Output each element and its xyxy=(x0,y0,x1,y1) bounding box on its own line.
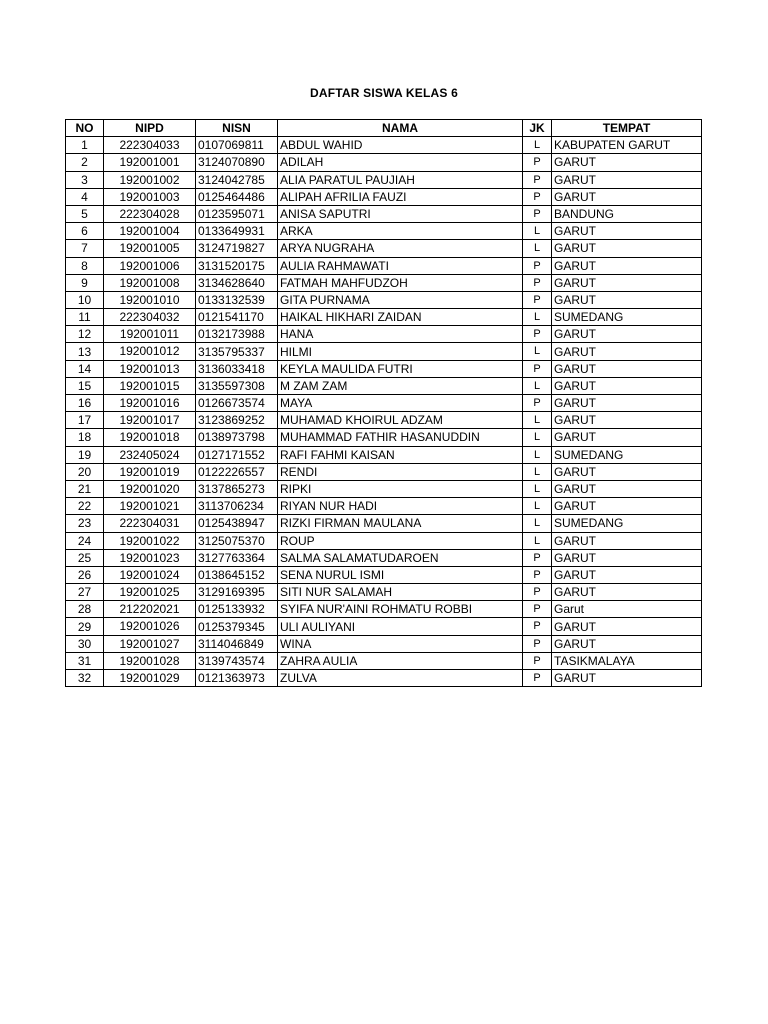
cell-no: 21 xyxy=(66,480,104,497)
cell-tempat: GARUT xyxy=(552,532,702,549)
cell-tempat: GARUT xyxy=(552,343,702,360)
cell-nama: ROUP xyxy=(278,532,523,549)
table-row xyxy=(66,463,702,480)
cell-nipd: 192001015 xyxy=(104,377,196,394)
cell-no: 12 xyxy=(66,326,104,343)
cell-nama: ABDUL WAHID xyxy=(278,137,523,154)
table-row xyxy=(66,309,702,326)
cell-nisn: 0125133932 xyxy=(196,601,278,618)
cell-jk: P xyxy=(523,670,552,687)
cell-nama: M ZAM ZAM xyxy=(278,377,523,394)
cell-nipd: 192001010 xyxy=(104,291,196,308)
cell-jk: P xyxy=(523,291,552,308)
cell-nipd: 192001022 xyxy=(104,532,196,549)
cell-nama: MUHAMAD KHOIRUL ADZAM xyxy=(278,412,523,429)
cell-jk: L xyxy=(523,223,552,240)
table-row xyxy=(66,188,702,205)
table-row xyxy=(66,601,702,618)
cell-nipd: 192001008 xyxy=(104,274,196,291)
cell-nama: ZAHRA AULIA xyxy=(278,652,523,669)
cell-nipd: 192001016 xyxy=(104,395,196,412)
cell-nama: RENDI xyxy=(278,463,523,480)
table-row xyxy=(66,498,702,515)
cell-nisn: 0122226557 xyxy=(196,463,278,480)
cell-nama: SITI NUR SALAMAH xyxy=(278,584,523,601)
cell-jk: P xyxy=(523,326,552,343)
cell-jk: P xyxy=(523,601,552,618)
cell-tempat: KABUPATEN GARUT xyxy=(552,137,702,154)
cell-no: 25 xyxy=(66,549,104,566)
cell-nama: ALIA PARATUL PAUJIAH xyxy=(278,171,523,188)
cell-tempat: GARUT xyxy=(552,566,702,583)
cell-jk: P xyxy=(523,635,552,652)
cell-nama: MAYA xyxy=(278,395,523,412)
cell-jk: P xyxy=(523,360,552,377)
table-row xyxy=(66,566,702,583)
header-nisn: NISN xyxy=(196,120,278,137)
cell-nipd: 192001004 xyxy=(104,223,196,240)
cell-tempat: GARUT xyxy=(552,240,702,257)
cell-tempat: GARUT xyxy=(552,223,702,240)
cell-nipd: 192001028 xyxy=(104,652,196,669)
header-tempat: TEMPAT xyxy=(552,120,702,137)
cell-no: 9 xyxy=(66,274,104,291)
cell-tempat: GARUT xyxy=(552,360,702,377)
cell-tempat: GARUT xyxy=(552,498,702,515)
table-row xyxy=(66,618,702,635)
cell-no: 6 xyxy=(66,223,104,240)
cell-nama: KEYLA MAULIDA FUTRI xyxy=(278,360,523,377)
cell-nisn: 0107069811 xyxy=(196,137,278,154)
cell-nama: MUHAMMAD FATHIR HASANUDDIN xyxy=(278,429,523,446)
cell-nisn: 0133649931 xyxy=(196,223,278,240)
cell-tempat: GARUT xyxy=(552,429,702,446)
cell-jk: P xyxy=(523,188,552,205)
cell-jk: L xyxy=(523,377,552,394)
cell-no: 11 xyxy=(66,309,104,326)
cell-tempat: GARUT xyxy=(552,377,702,394)
cell-jk: L xyxy=(523,463,552,480)
cell-nisn: 0121363973 xyxy=(196,670,278,687)
table-row xyxy=(66,652,702,669)
cell-no: 14 xyxy=(66,360,104,377)
cell-nisn: 0126673574 xyxy=(196,395,278,412)
cell-jk: P xyxy=(523,171,552,188)
cell-nama: ADILAH xyxy=(278,154,523,171)
table-row xyxy=(66,429,702,446)
cell-no: 22 xyxy=(66,498,104,515)
table-row xyxy=(66,532,702,549)
cell-nama: RIPKI xyxy=(278,480,523,497)
cell-nisn: 3125075370 xyxy=(196,532,278,549)
cell-nipd: 222304033 xyxy=(104,137,196,154)
cell-no: 8 xyxy=(66,257,104,274)
table-row xyxy=(66,343,702,360)
cell-nisn: 3134628640 xyxy=(196,274,278,291)
cell-no: 20 xyxy=(66,463,104,480)
cell-tempat: GARUT xyxy=(552,326,702,343)
cell-nama: ALIPAH AFRILIA FAUZI xyxy=(278,188,523,205)
cell-tempat: BANDUNG xyxy=(552,205,702,222)
cell-nisn: 0138973798 xyxy=(196,429,278,446)
cell-tempat: GARUT xyxy=(552,188,702,205)
table-row xyxy=(66,291,702,308)
cell-no: 5 xyxy=(66,205,104,222)
cell-nipd: 232405024 xyxy=(104,446,196,463)
cell-no: 2 xyxy=(66,154,104,171)
table-row xyxy=(66,171,702,188)
cell-tempat: GARUT xyxy=(552,171,702,188)
cell-nisn: 0125464486 xyxy=(196,188,278,205)
cell-nisn: 3131520175 xyxy=(196,257,278,274)
cell-jk: L xyxy=(523,137,552,154)
cell-nisn: 3137865273 xyxy=(196,480,278,497)
header-nama: NAMA xyxy=(278,120,523,137)
cell-tempat: GARUT xyxy=(552,618,702,635)
header-no: NO xyxy=(66,120,104,137)
cell-nipd: 192001013 xyxy=(104,360,196,377)
table-row xyxy=(66,395,702,412)
table-body xyxy=(66,137,702,687)
cell-nama: HANA xyxy=(278,326,523,343)
cell-jk: L xyxy=(523,412,552,429)
cell-jk: P xyxy=(523,257,552,274)
cell-no: 10 xyxy=(66,291,104,308)
cell-nipd: 192001006 xyxy=(104,257,196,274)
cell-nama: ARKA xyxy=(278,223,523,240)
header-nipd: NIPD xyxy=(104,120,196,137)
cell-nipd: 192001020 xyxy=(104,480,196,497)
cell-tempat: Garut xyxy=(552,601,702,618)
cell-tempat: SUMEDANG xyxy=(552,446,702,463)
cell-nipd: 192001005 xyxy=(104,240,196,257)
cell-no: 1 xyxy=(66,137,104,154)
cell-jk: L xyxy=(523,480,552,497)
cell-jk: L xyxy=(523,240,552,257)
table-row xyxy=(66,137,702,154)
cell-nama: SYIFA NUR'AINI ROHMATU ROBBI xyxy=(278,601,523,618)
cell-nisn: 3113706234 xyxy=(196,498,278,515)
cell-tempat: SUMEDANG xyxy=(552,515,702,532)
cell-tempat: GARUT xyxy=(552,291,702,308)
table-row xyxy=(66,326,702,343)
table-row xyxy=(66,360,702,377)
cell-no: 19 xyxy=(66,446,104,463)
cell-no: 17 xyxy=(66,412,104,429)
cell-nisn: 0138645152 xyxy=(196,566,278,583)
cell-nisn: 0125379345 xyxy=(196,618,278,635)
cell-tempat: GARUT xyxy=(552,463,702,480)
cell-nipd: 192001021 xyxy=(104,498,196,515)
cell-jk: P xyxy=(523,618,552,635)
cell-jk: P xyxy=(523,549,552,566)
cell-no: 28 xyxy=(66,601,104,618)
table-row xyxy=(66,549,702,566)
cell-nisn: 0123595071 xyxy=(196,205,278,222)
cell-no: 24 xyxy=(66,532,104,549)
cell-no: 32 xyxy=(66,670,104,687)
page-title: DAFTAR SISWA KELAS 6 xyxy=(309,86,458,100)
cell-jk: L xyxy=(523,515,552,532)
cell-nama: ULI AULIYANI xyxy=(278,618,523,635)
cell-nipd: 192001017 xyxy=(104,412,196,429)
cell-nama: RAFI FAHMI KAISAN xyxy=(278,446,523,463)
cell-no: 15 xyxy=(66,377,104,394)
table-row xyxy=(66,377,702,394)
cell-nisn: 3127763364 xyxy=(196,549,278,566)
cell-nipd: 192001011 xyxy=(104,326,196,343)
cell-no: 16 xyxy=(66,395,104,412)
cell-jk: P xyxy=(523,395,552,412)
cell-jk: P xyxy=(523,584,552,601)
cell-nipd: 192001025 xyxy=(104,584,196,601)
table-row xyxy=(66,635,702,652)
cell-nama: ZULVA xyxy=(278,670,523,687)
cell-no: 27 xyxy=(66,584,104,601)
cell-jk: L xyxy=(523,429,552,446)
cell-nipd: 192001001 xyxy=(104,154,196,171)
cell-jk: L xyxy=(523,343,552,360)
table-row xyxy=(66,257,702,274)
cell-nipd: 192001003 xyxy=(104,188,196,205)
cell-nisn: 0132173988 xyxy=(196,326,278,343)
table-row xyxy=(66,480,702,497)
cell-nisn: 3136033418 xyxy=(196,360,278,377)
cell-nama: FATMAH MAHFUDZOH xyxy=(278,274,523,291)
cell-jk: L xyxy=(523,309,552,326)
cell-nama: RIZKI FIRMAN MAULANA xyxy=(278,515,523,532)
table-row xyxy=(66,154,702,171)
cell-nama: ARYA NUGRAHA xyxy=(278,240,523,257)
cell-no: 3 xyxy=(66,171,104,188)
cell-nisn: 3135597308 xyxy=(196,377,278,394)
table-header-row xyxy=(66,120,702,137)
cell-no: 18 xyxy=(66,429,104,446)
table-row xyxy=(66,223,702,240)
cell-nisn: 3139743574 xyxy=(196,652,278,669)
cell-jk: P xyxy=(523,205,552,222)
cell-nipd: 212202021 xyxy=(104,601,196,618)
cell-nisn: 0133132539 xyxy=(196,291,278,308)
cell-nisn: 0121541170 xyxy=(196,309,278,326)
cell-nipd: 192001024 xyxy=(104,566,196,583)
cell-tempat: GARUT xyxy=(552,549,702,566)
cell-nipd: 192001019 xyxy=(104,463,196,480)
cell-tempat: GARUT xyxy=(552,395,702,412)
cell-jk: P xyxy=(523,154,552,171)
cell-nisn: 3123869252 xyxy=(196,412,278,429)
cell-jk: L xyxy=(523,446,552,463)
cell-nama: SENA NURUL ISMI xyxy=(278,566,523,583)
table-row xyxy=(66,670,702,687)
cell-nisn: 3129169395 xyxy=(196,584,278,601)
cell-nipd: 192001002 xyxy=(104,171,196,188)
cell-nisn: 3124070890 xyxy=(196,154,278,171)
cell-tempat: SUMEDANG xyxy=(552,309,702,326)
table-row xyxy=(66,205,702,222)
table-row xyxy=(66,584,702,601)
cell-no: 4 xyxy=(66,188,104,205)
cell-nama: HILMI xyxy=(278,343,523,360)
cell-tempat: GARUT xyxy=(552,670,702,687)
cell-jk: P xyxy=(523,566,552,583)
cell-nama: HAIKAL HIKHARI ZAIDAN xyxy=(278,309,523,326)
cell-nisn: 3135795337 xyxy=(196,343,278,360)
cell-jk: P xyxy=(523,274,552,291)
cell-nama: WINA xyxy=(278,635,523,652)
cell-nipd: 192001027 xyxy=(104,635,196,652)
cell-nipd: 192001023 xyxy=(104,549,196,566)
cell-nipd: 192001026 xyxy=(104,618,196,635)
cell-nisn: 3114046849 xyxy=(196,635,278,652)
cell-no: 29 xyxy=(66,618,104,635)
cell-nipd: 222304031 xyxy=(104,515,196,532)
cell-tempat: GARUT xyxy=(552,480,702,497)
cell-no: 7 xyxy=(66,240,104,257)
cell-jk: P xyxy=(523,652,552,669)
cell-nama: AULIA RAHMAWATI xyxy=(278,257,523,274)
cell-tempat: GARUT xyxy=(552,257,702,274)
cell-nipd: 192001029 xyxy=(104,670,196,687)
header-jk: JK xyxy=(523,120,552,137)
cell-nisn: 3124719827 xyxy=(196,240,278,257)
cell-tempat: GARUT xyxy=(552,412,702,429)
table-row xyxy=(66,515,702,532)
cell-nipd: 222304028 xyxy=(104,205,196,222)
cell-tempat: GARUT xyxy=(552,584,702,601)
cell-tempat: TASIKMALAYA xyxy=(552,652,702,669)
cell-no: 26 xyxy=(66,566,104,583)
table-row xyxy=(66,274,702,291)
student-roster-table xyxy=(65,119,702,687)
cell-tempat: GARUT xyxy=(552,154,702,171)
cell-nipd: 192001012 xyxy=(104,343,196,360)
cell-nipd: 222304032 xyxy=(104,309,196,326)
cell-tempat: GARUT xyxy=(552,274,702,291)
cell-no: 13 xyxy=(66,343,104,360)
cell-nipd: 192001018 xyxy=(104,429,196,446)
cell-no: 31 xyxy=(66,652,104,669)
table-row xyxy=(66,240,702,257)
cell-jk: L xyxy=(523,532,552,549)
cell-nama: GITA PURNAMA xyxy=(278,291,523,308)
cell-jk: L xyxy=(523,498,552,515)
cell-no: 30 xyxy=(66,635,104,652)
cell-nama: ANISA SAPUTRI xyxy=(278,205,523,222)
cell-nisn: 3124042785 xyxy=(196,171,278,188)
cell-nama: RIYAN NUR HADI xyxy=(278,498,523,515)
cell-no: 23 xyxy=(66,515,104,532)
table-row xyxy=(66,446,702,463)
cell-nisn: 0125438947 xyxy=(196,515,278,532)
cell-nama: SALMA SALAMATUDAROEN xyxy=(278,549,523,566)
cell-tempat: GARUT xyxy=(552,635,702,652)
cell-nisn: 0127171552 xyxy=(196,446,278,463)
table-row xyxy=(66,412,702,429)
